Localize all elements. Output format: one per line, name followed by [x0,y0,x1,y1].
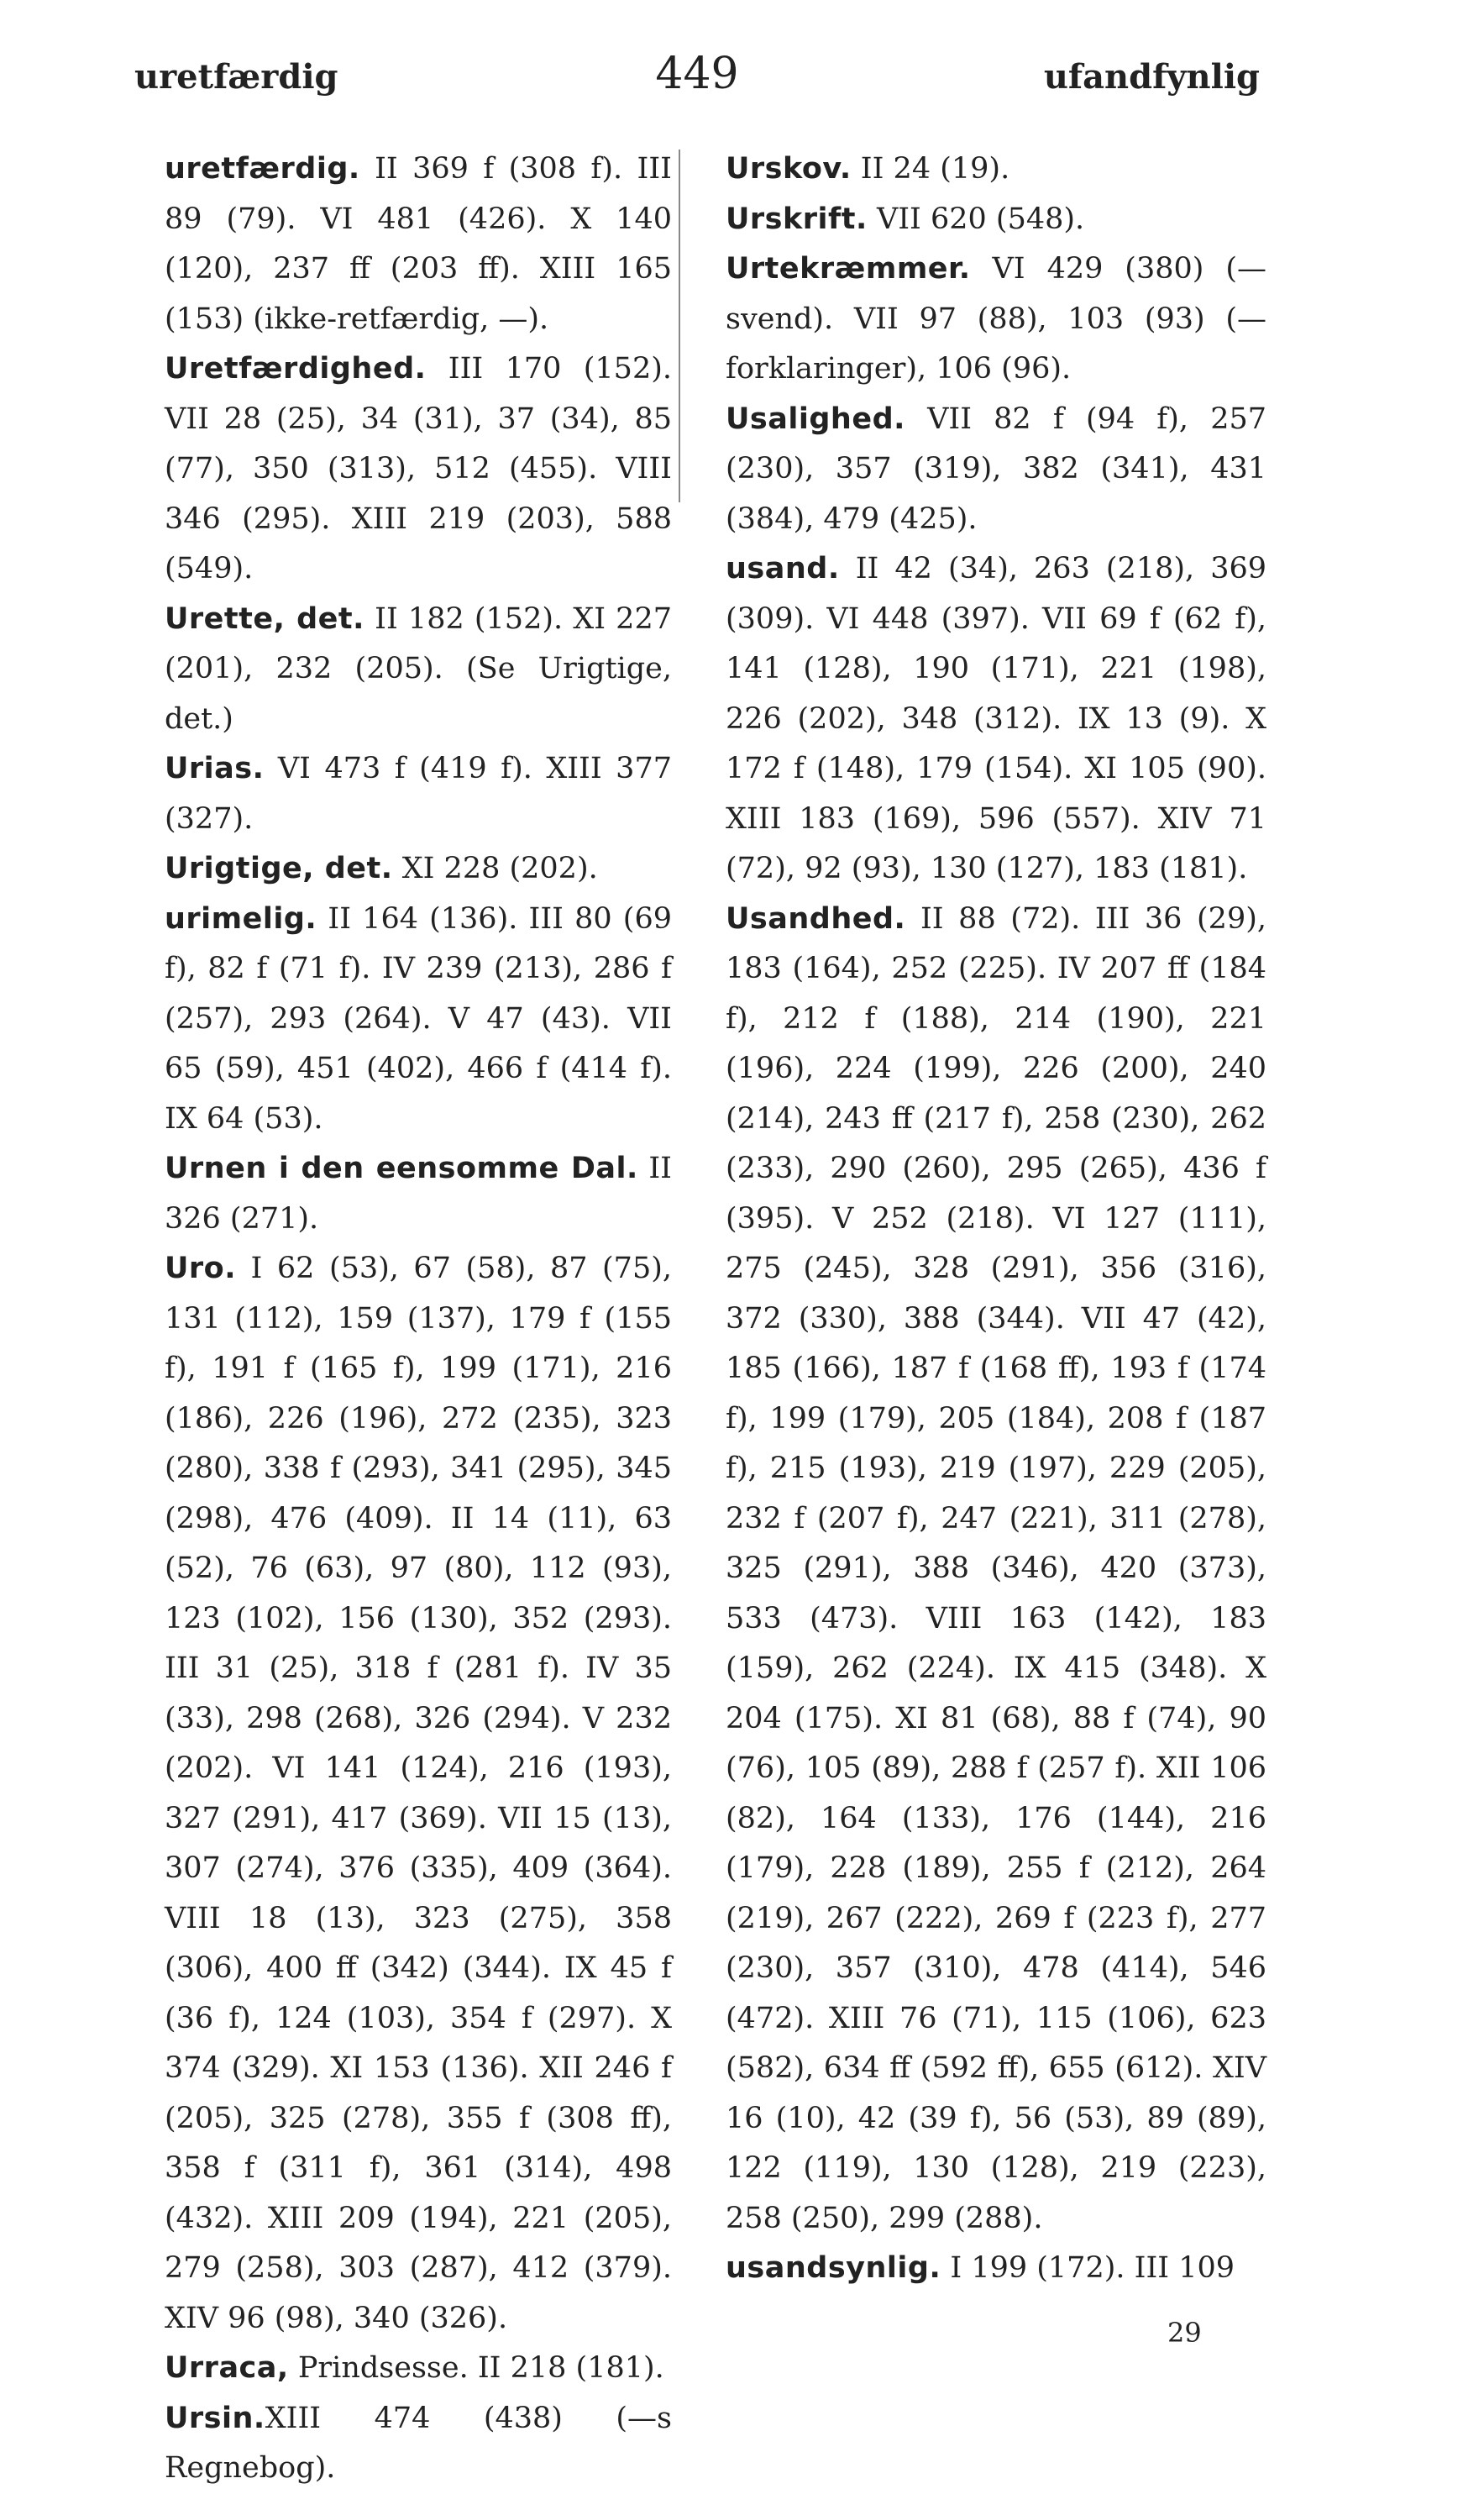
index-entry [134,2344,672,2394]
entry-references: II 369 f (308 f). III 89 (79). VI 481 (426). X 140 (120), 237 ff (203 ff). XIII 165 (153) (ikke-retfærdig, —). [165,152,672,336]
index-entry [695,395,1266,545]
index-entry [134,895,672,1145]
index-entry [134,595,672,745]
entry-references: III 170 (152). VII 28 (25), 34 (31), 37 (34), 85 (77), 350 (313), 512 (455). VIII 346 (295). XIII 219 (203), 588 (549). [165,352,672,585]
entry-headword: usand. [726,552,840,585]
page-header [134,49,1260,116]
index-entry [695,144,1266,195]
entry-references: I 199 (172). III 109 [941,2251,1235,2285]
page-number: 449 [655,49,739,99]
entry-references: II 326 (271). [165,1152,672,1236]
entry-headword: Urraca, [165,2351,289,2385]
entry-headword: Urskrift. [726,202,868,236]
index-entry [134,344,672,595]
right-column [695,144,1266,2294]
entry-headword: Ursin. [165,2401,265,2435]
index-entry [134,1144,672,1244]
entry-references: VI 473 f (419 f). XIII 377 (327). [165,752,672,836]
entry-references: XI 228 (202). [392,852,598,885]
entry-headword: urimelig. [165,901,317,936]
index-entry [695,195,1266,245]
index-entry [695,544,1266,895]
entry-references: VII 82 f (94 f), 257 (230), 357 (319), 382 (341), 431 (384), 479 (425). [726,402,1266,536]
entry-references: Prindsesse. II 218 (181). [288,2351,664,2385]
entry-references: VII 620 (548). [867,202,1085,236]
index-entry [134,144,672,344]
entry-headword: usandsynlig. [726,2251,941,2285]
index-entry [695,244,1266,395]
entry-references: I 62 (53), 67 (58), 87 (75), 131 (112), 159 (137), 179 f (155 f), 191 f (165 f), 199 (171), 216 (186), 226 (196), 272 (235), 323 (280), 338 f (293), 341 (295), 345 (298), 476 (409). II 14 (11), 63 (52), 76 (63), 97 (80), 112 (93), 123 (102), 156 (130), 352 (293). III 31 (25), 318 f (281 f). IV 35 (33), 298 (268), 326 (294). V 232 (202). VI 141 (124), 216 (193), 327 (291), 417 (369). VII 15 (13), 307 (274), 376 (335), 409 (364). VIII 18 (13), 323 (275), 358 (306), 400 ff (342) (344). IX 45 f (36 f), 124 (103), 354 f (297). X 374 (329). XI 153 (136). XII 246 f (205), 325 (278), 355 f (308 ff), 358 f (311 f), 361 (314), 498 (432). XIII 209 (194), 221 (205), 279 (258), 303 (287), 412 (379). XIV 96 (98), 340 (326). [165,1252,672,2335]
index-entry [134,2394,672,2494]
index-entry [695,2244,1266,2294]
left-column [134,144,672,2494]
entry-headword: Urskov. [726,152,852,186]
entry-headword: Urtekræmmer. [726,252,971,286]
entry-references: II 164 (136). III 80 (69 f), 82 f (71 f). IV 239 (213), 286 f (257), 293 (264). V 47 (43). VII 65 (59), 451 (402), 466 f (414 f). IX 64 (53). [165,901,672,1136]
signature-mark: 29 [1167,2317,1202,2349]
entry-references: II 24 (19). [851,152,1010,186]
index-entry [134,744,672,844]
entry-references: XIII 474 (438) (—s Regnebog). [165,2401,672,2485]
column-rule [679,150,680,502]
entry-headword: uretfærdig. [165,152,360,186]
header-right-guide-word: ufandfynlig [1043,57,1260,97]
entry-headword: Usalighed. [726,402,905,436]
entry-references: II 88 (72). III 36 (29), 183 (164), 252 (225). IV 207 ff (184 f), 212 f (188), 214 (190), 221 (196), 224 (199), 226 (200), 240 (214), 243 ff (217 f), 258 (230), 262 (233), 290 (260), 295 (265), 436 f (395). V 252 (218). VI 127 (111), 275 (245), 328 (291), 356 (316), 372 (330), 388 (344). VII 47 (42), 185 (166), 187 f (168 ff), 193 f (174 f), 199 (179), 205 (184), 208 f (187 f), 215 (193), 219 (197), 229 (205), 232 f (207 f), 247 (221), 311 (278), 325 (291), 388 (346), 420 (373), 533 (473). VIII 163 (142), 183 (159), 262 (224). IX 415 (348). X 204 (175). XI 81 (68), 88 f (74), 90 (76), 105 (89), 288 f (257 f). XII 106 (82), 164 (133), 176 (144), 216 (179), 228 (189), 255 f (212), 264 (219), 267 (222), 269 f (223 f), 277 (230), 357 (310), 478 (414), 546 (472). XIII 76 (71), 115 (106), 623 (582), 634 ff (592 ff), 655 (612). XIV 16 (10), 42 (39 f), 56 (53), 89 (89), 122 (119), 130 (128), 219 (223), 258 (250), 299 (288). [726,901,1266,2235]
entry-headword: Usandhed. [726,901,906,936]
entry-references: II 42 (34), 263 (218), 369 (309). VI 448 (397). VII 69 f (62 f), 141 (128), 190 (171), 221 (198), 226 (202), 348 (312). IX 13 (9). X 172 f (148), 179 (154). XI 105 (90). XIII 183 (169), 596 (557). XIV 71 (72), 92 (93), 130 (127), 183 (181). [726,552,1266,885]
entry-headword: Urette, det. [165,601,364,636]
header-left-guide-word: uretfærdig [134,57,338,97]
entry-references: II 182 (152). XI 227 (201), 232 (205). (Se Urigtige, det.) [165,601,672,736]
index-entry [134,1244,672,2344]
entry-references: VI 429 (380) (—svend). VII 97 (88), 103 (93) (—forklaringer), 106 (96). [726,252,1266,386]
entry-headword: Urias. [165,752,265,785]
index-entry [134,844,672,895]
index-entry [695,895,1266,2245]
entry-headword: Uretfærdighed. [165,352,427,386]
entry-headword: Urigtige, det. [165,852,393,885]
entry-headword: Uro. [165,1252,237,1285]
entry-headword: Urnen i den eensomme Dal. [165,1152,638,1185]
